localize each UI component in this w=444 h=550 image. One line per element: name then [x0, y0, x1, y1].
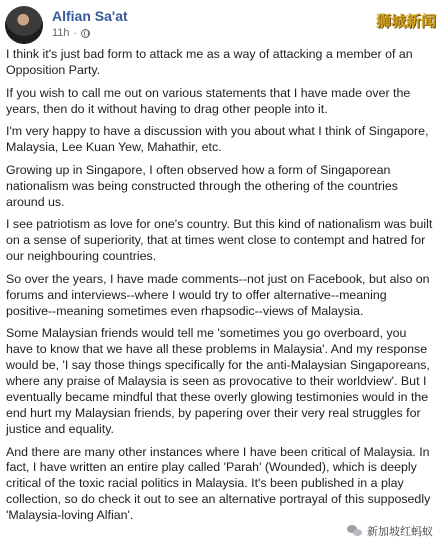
post-paragraph: I see patriotism as love for one's country. But this kind of nationalism was built on a sense of superiority, that at times went close to contempt and hatred for our neighbouring countries.: [6, 217, 433, 264]
post-header: [0, 0, 444, 44]
post-paragraph: If you wish to call me out on various statements that I have made over the years, then do it without having to drag other people into it.: [6, 85, 411, 116]
post-body: [6, 47, 436, 531]
post-paragraph: I'm very happy to have a discussion with you about what I think of Singapore, Malaysia, Lee Kuan Yew, Mahathir, etc.: [6, 124, 429, 155]
post-paragraph: And there are many other instances where I have been critical of Malaysia. In fact, I have written an entire play called 'Parah' (Wounded), which is deeply critical of the toxic racial politics in Malaysia. It's been published in a play collection, so do check it out to see an alternative portrayal of this supposedly 'Malaysia-loving Alfian'.: [6, 444, 431, 523]
watermark-bottom-text: 新加坡红蚂蚁: [367, 525, 433, 538]
globe-icon[interactable]: [81, 29, 90, 38]
watermark-bottom: [344, 522, 436, 540]
post-paragraph: Growing up in Singapore, I often observed how a form of Singaporean nationalism was being constructed through the othering of the countries around us.: [6, 162, 398, 209]
post-paragraph: So over the years, I have made comments--not just on Facebook, but also on forums and interviews--where I would try to offer alternative--meaning positive--meaning sometimes even rhapsodic--views of Malaysia.: [6, 271, 430, 318]
author-name[interactable]: Alfian Sa'at: [52, 8, 128, 24]
post-paragraph: Some Malaysian friends would tell me 'sometimes you go overboard, you have to know that we have all these problems in Malaysia'. And my response would be, 'I say those things specifically for the anti-Malaysian Singaporeans, where any praise of Malaysia is seen as provocative to their worldview'. But I eventually became mindful that these overly glowing testimonies would in the end hurt my Malaysian friends, by papering over their very real struggles for justice and equality.: [6, 326, 430, 436]
avatar[interactable]: [5, 6, 43, 44]
post-time[interactable]: 11h: [52, 27, 70, 39]
post-paragraph: I think it's just bad form to attack me as a way of attacking a member of an Opposition Party.: [6, 47, 413, 77]
meta-separator: ·: [73, 27, 77, 39]
post-meta: [52, 27, 90, 39]
watermark-top: 狮城新闻: [375, 12, 436, 30]
wechat-icon: [347, 525, 363, 537]
